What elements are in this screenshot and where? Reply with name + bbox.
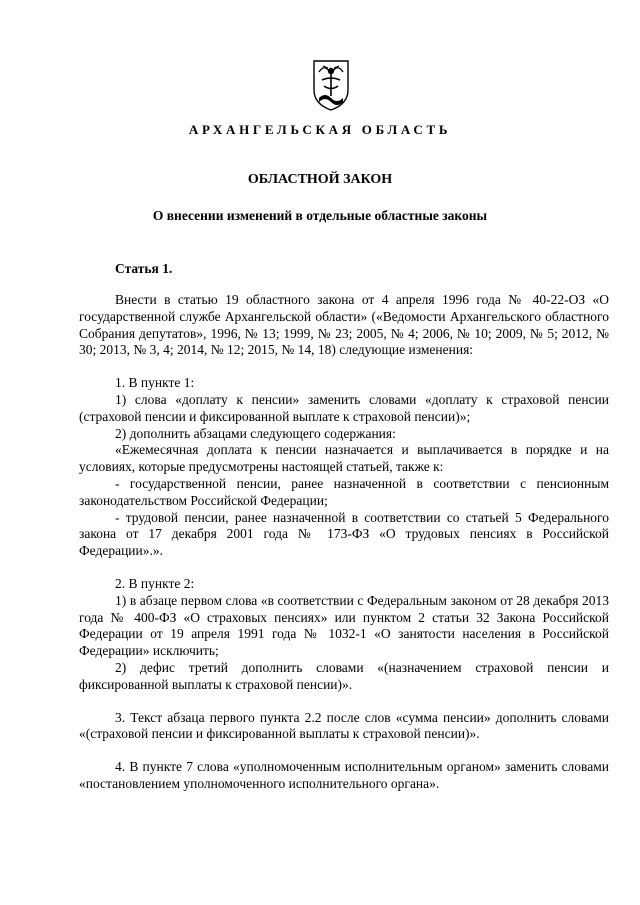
article-body xyxy=(79,292,609,793)
coat-of-arms-icon xyxy=(310,58,352,112)
law-title: О внесении изменений в отдельные областные законы xyxy=(152,208,488,223)
article-title: Статья 1. xyxy=(115,261,173,276)
paragraph: - трудовой пенсии, ранее назначенной в соответствии со статьей 5 Федерального закона от 17 декабря 2001 года № 173-ФЗ «О трудовых пенсиях в Российской Федерации».». xyxy=(79,509,609,559)
paragraph: - государственной пенсии, ранее назначенной в соответствии с пенсионным законодательством Российской Федерации; xyxy=(79,475,609,508)
paragraph: 2) дополнить абзацами следующего содержания: xyxy=(115,425,396,441)
paragraph: 3. Текст абзаца первого пункта 2.2 после слов «сумма пенсии» дополнить словами «(страховой пенсии и фиксированной выплаты к страховой пенсии)». xyxy=(79,709,609,742)
paragraph: 1) в абзаце первом слова «в соответствии с Федеральным законом от 28 декабря 2013 года № 400-ФЗ «О страховых пенсиях» или пунктом 2 статьи 32 Закона Российской Федерации от 19 апреля 1991 года № 1032-1 «О занятости населения в Российской Федерации» исключить; xyxy=(79,592,609,659)
document-type: ОБЛАСТНОЙ ЗАКОН xyxy=(247,172,393,187)
region-title: АРХАНГЕЛЬСКАЯ ОБЛАСТЬ xyxy=(188,122,452,137)
paragraph: 2. В пункте 2: xyxy=(115,575,195,591)
paragraph: 4. В пункте 7 слова «уполномоченным исполнительным органом» заменить словами «постановлением уполномоченного исполнительного органа». xyxy=(79,759,609,791)
paragraph: 1. В пункте 1: xyxy=(115,375,195,391)
paragraph: Внести в статью 19 областного закона от 4 апреля 1996 года № 40-22-ОЗ «О государственной службе Архангельской области» («Ведомости Архангельского областного Собрания депутатов», 1996, № 13; 1999, № 23; 2005, № 4; 2006, № 10; 2009, № 5; 2012, № 30; 2013, № 3, 4; 2014, № 12; 2015, № 14, 18) следующие изменения: xyxy=(79,292,609,358)
paragraph: «Ежемесячная доплата к пенсии назначается и выплачивается в порядке и на условиях, которые предусмотрены настоящей статьей, также к: xyxy=(79,442,609,475)
paragraph: 1) слова «доплату к пенсии» заменить словами «доплату к страховой пенсии (страховой пенсии и фиксированной выплате к страховой пенсии)»; xyxy=(79,391,609,424)
paragraph: 2) дефис третий дополнить словами «(назначением страховой пенсии и фиксированной выплаты к страховой пенсии)». xyxy=(79,659,609,692)
